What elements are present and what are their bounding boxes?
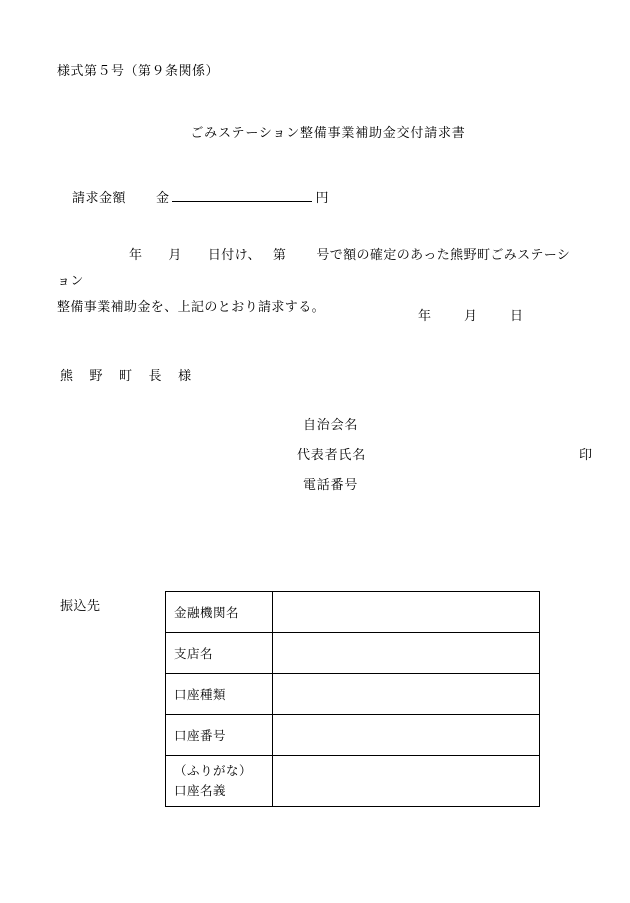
account-type-label: 口座種類 — [166, 674, 273, 715]
account-type-value[interactable] — [272, 674, 539, 715]
addressee-char-4: 長 — [148, 368, 163, 383]
phone-row — [297, 470, 366, 500]
table-row — [166, 674, 540, 715]
body-line2: 整備事業補助金を、上記のとおり請求する。 — [57, 299, 326, 314]
account-holder-name-label: 口座名義 — [174, 784, 227, 798]
date-line — [418, 305, 524, 324]
addressee-char-3: 町 — [119, 368, 133, 383]
applicant-block — [297, 410, 593, 500]
branch-name-label: 支店名 — [166, 633, 273, 674]
claim-amount-label: 請求金額 — [72, 190, 127, 205]
date-day-label: 日 — [510, 308, 524, 323]
table-row — [166, 592, 540, 633]
account-number-label: 口座番号 — [166, 715, 273, 756]
transfer-destination-label: 振込先 — [60, 598, 101, 613]
currency-prefix: 金 — [156, 190, 170, 205]
association-name-label: 自治会名 — [303, 417, 359, 432]
account-holder-value[interactable] — [272, 756, 539, 807]
body-number-suffix: 号で額の確定のあった熊野町ごみステーション — [57, 247, 571, 288]
date-month-label: 月 — [464, 308, 478, 323]
form-number: 様式第５号（第９条関係） — [57, 63, 220, 78]
addressee-char-2: 野 — [89, 368, 104, 383]
currency-unit: 円 — [315, 190, 330, 205]
bank-name-value[interactable] — [272, 592, 539, 633]
body-number-label: 第 — [272, 247, 287, 262]
branch-name-value[interactable] — [272, 633, 539, 674]
account-number-value[interactable] — [272, 715, 539, 756]
seal-mark: 印 — [579, 447, 593, 462]
page-title: ごみステーション整備事業補助金交付請求書 — [190, 125, 466, 140]
bank-name-label: 金融機関名 — [166, 592, 273, 633]
body-year-label: 年 — [129, 247, 143, 262]
phone-label: 電話番号 — [303, 477, 359, 492]
addressee-char-1: 熊 — [60, 368, 74, 383]
addressee-char-5: 様 — [178, 368, 192, 383]
date-year-label: 年 — [418, 308, 432, 323]
body-month-label: 月 — [168, 247, 182, 262]
representative-label: 代表者氏名 — [297, 447, 367, 462]
representative-row — [297, 440, 593, 470]
claim-amount-row — [72, 186, 329, 206]
table-row — [166, 633, 540, 674]
claim-amount-input[interactable] — [172, 186, 312, 202]
account-holder-furigana-label: （ふりがな） — [174, 764, 253, 778]
body-day-suffix: 日付け、 — [207, 247, 261, 262]
addressee — [60, 365, 192, 384]
table-row — [166, 715, 540, 756]
association-name-row — [297, 410, 366, 440]
table-row — [166, 756, 540, 807]
bank-account-table — [165, 591, 540, 807]
account-holder-label — [166, 756, 273, 807]
